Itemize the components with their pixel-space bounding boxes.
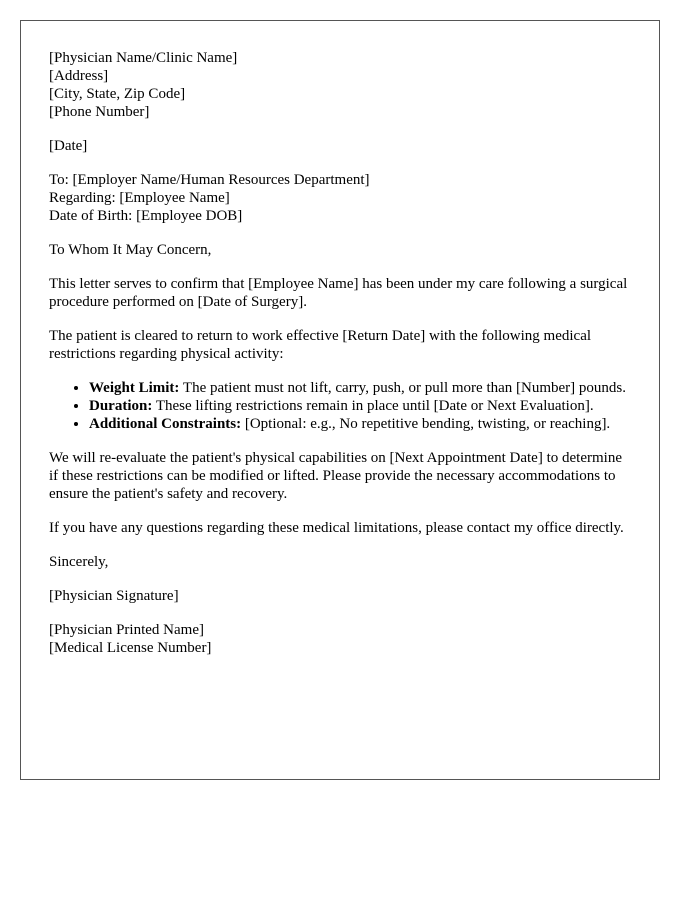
recipient-block bbox=[49, 171, 633, 225]
medical-license-number: [Medical License Number] bbox=[49, 640, 212, 656]
recipient-dob: Date of Birth: [Employee DOB] bbox=[49, 208, 243, 224]
sender-name: [Physician Name/Clinic Name] bbox=[49, 50, 238, 66]
restriction-text: These lifting restrictions remain in place until [Date or Next Evaluation]. bbox=[152, 398, 594, 414]
salutation: To Whom It May Concern, bbox=[49, 242, 212, 258]
letter-body bbox=[49, 49, 633, 673]
physician-signature: [Physician Signature] bbox=[49, 588, 179, 604]
paragraph-reevaluate: We will re-evaluate the patient's physical capabilities on [Next Appointment Date] to determine if these restrictions can be modified or lifted. Please provide the necessary accommodations to ensure the patient's safety and recovery. bbox=[49, 450, 622, 502]
restriction-additional-constraints bbox=[89, 415, 633, 433]
letter-page bbox=[20, 20, 660, 780]
letter-date: [Date] bbox=[49, 138, 88, 154]
restriction-label: Additional Constraints: bbox=[89, 416, 242, 432]
sender-block bbox=[49, 49, 633, 121]
physician-printed-name: [Physician Printed Name] bbox=[49, 622, 204, 638]
restriction-text: [Optional: e.g., No repetitive bending, twisting, or reaching]. bbox=[241, 416, 611, 432]
closing: Sincerely, bbox=[49, 554, 109, 570]
paragraph-questions: If you have any questions regarding these medical limitations, please contact my office directly. bbox=[49, 520, 624, 536]
restriction-text: The patient must not lift, carry, push, or pull more than [Number] pounds. bbox=[179, 380, 627, 396]
restrictions-list bbox=[49, 379, 633, 433]
sender-phone: [Phone Number] bbox=[49, 104, 150, 120]
restriction-label: Weight Limit: bbox=[89, 380, 180, 396]
restriction-weight-limit bbox=[89, 379, 633, 397]
restriction-label: Duration: bbox=[89, 398, 153, 414]
recipient-regarding: Regarding: [Employee Name] bbox=[49, 190, 230, 206]
sender-address: [Address] bbox=[49, 68, 109, 84]
recipient-to: To: [Employer Name/Human Resources Department] bbox=[49, 172, 370, 188]
physician-info-block bbox=[49, 621, 633, 657]
paragraph-confirm: This letter serves to confirm that [Employee Name] has been under my care following a surgical procedure performed on [Date of Surgery]. bbox=[49, 276, 628, 310]
restriction-duration bbox=[89, 397, 633, 415]
paragraph-cleared: The patient is cleared to return to work effective [Return Date] with the following medical restrictions regarding physical activity: bbox=[49, 328, 592, 362]
sender-city-state-zip: [City, State, Zip Code] bbox=[49, 86, 186, 102]
